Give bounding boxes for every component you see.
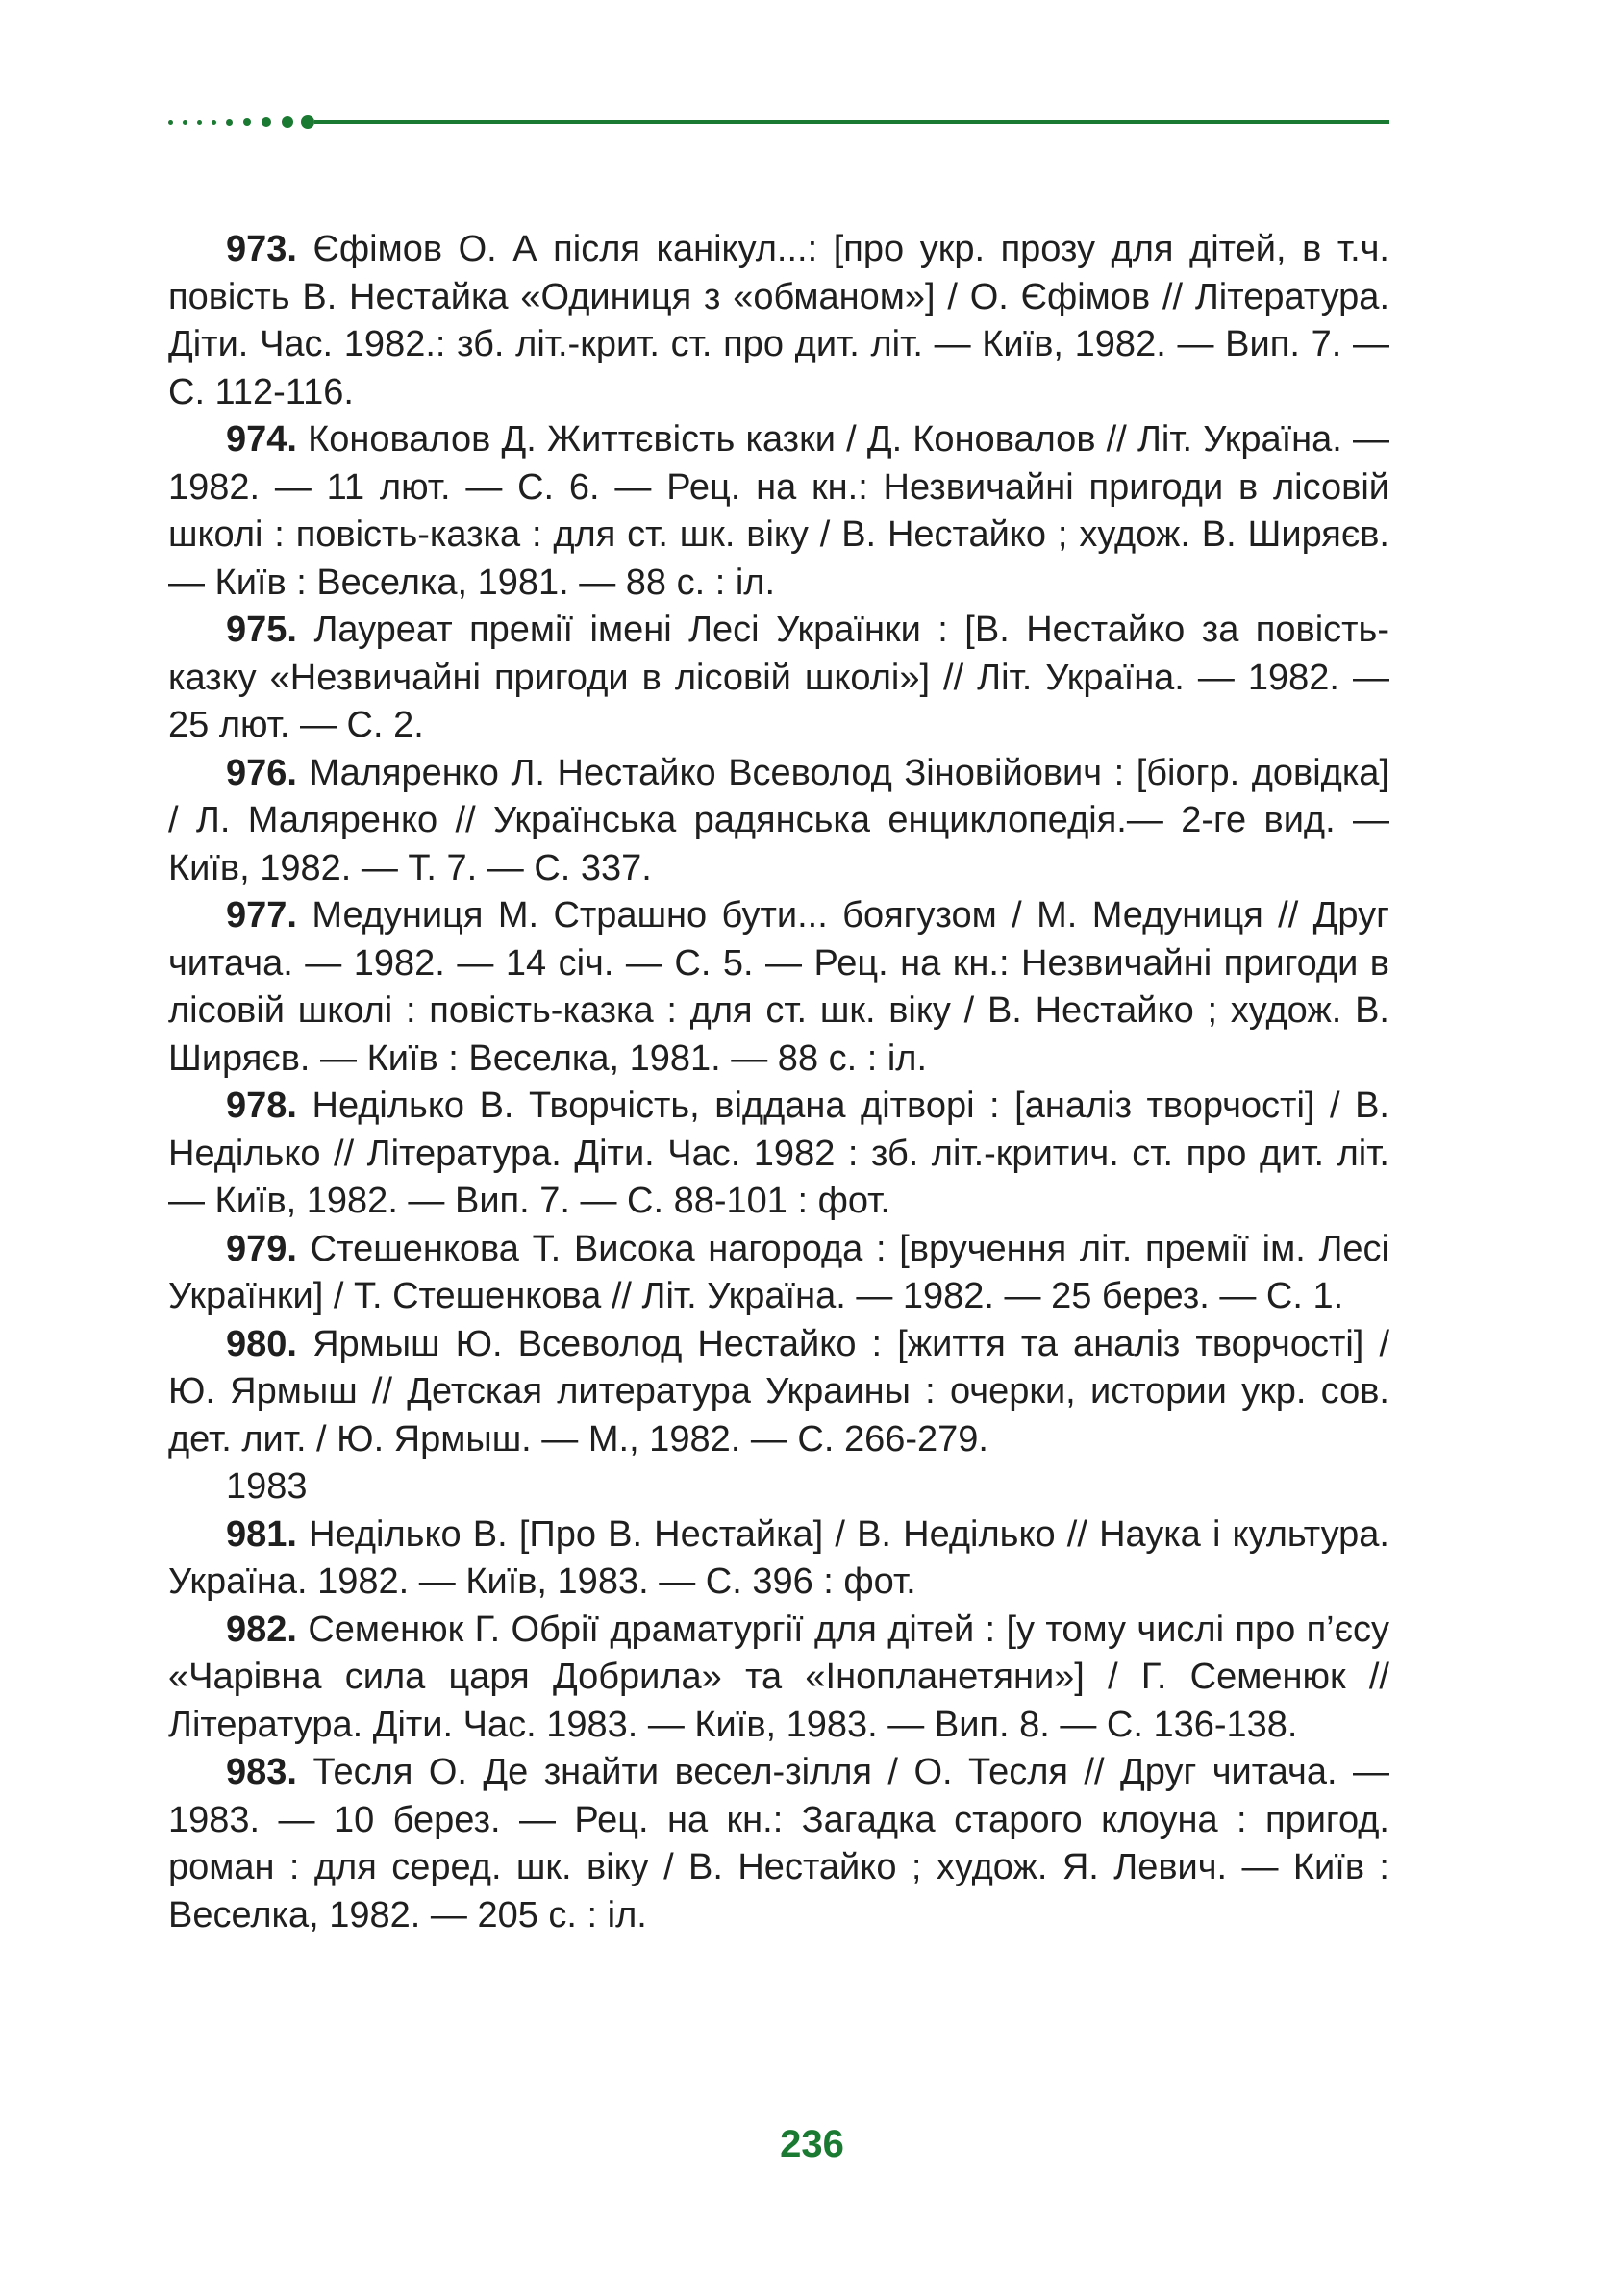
entry-text: Неділько В. Творчість, віддана дітворі : [аналіз творчості] / В. Неділько // Література. Діти. Час. 1982 : зб. літ.-критич. ст. про дит. літ. — Київ, 1982. — Вип. 7. — С. 88-101 : фот. (168, 1086, 1389, 1221)
header-dot (226, 119, 233, 126)
entries-group-1982 (168, 226, 1389, 1463)
year-heading: 1983 (226, 1466, 308, 1507)
entry-number: 982. (226, 1609, 297, 1650)
entry-number: 978. (226, 1086, 297, 1126)
entry-text: Медуниця М. Страшно бути... боягузом / М. Медуниця // Друг читача. — 1982. — 14 січ. — С. 5. — Рец. на кн.: Незвичайні пригоди в лісовій школі : повість-казка : для ст. шк. віку / В. Нестайко ; худож. В. Ширяєв. — Київ : Веселка, 1981. — 88 с. : іл. (168, 895, 1389, 1079)
bibliography-entry (168, 1607, 1389, 1750)
entry-number: 977. (226, 895, 297, 936)
header-dot (282, 116, 293, 128)
entry-number: 975. (226, 610, 297, 650)
header-dot (212, 120, 216, 125)
page-number: 236 (780, 2123, 844, 2165)
bibliography-entry (168, 1511, 1389, 1607)
entry-number: 973. (226, 229, 297, 269)
header-dot (168, 120, 173, 125)
entry-number: 979. (226, 1228, 297, 1269)
entry-number: 976. (226, 752, 297, 793)
entry-text: Семенюк Г. Обрії драматургії для дітей : [у тому числі про п’єсу «Чарівна сила царя Добрила» та «Інопланетяни»] / Г. Семенюк // Література. Діти. Час. 1983. — Київ, 1983. — Вип. 8. — С. 136-138. (168, 1609, 1390, 1745)
bibliography-entry (168, 226, 1389, 416)
bibliography-entry (168, 607, 1389, 750)
bibliography-entry (168, 1083, 1389, 1226)
entries-group-1983 (168, 1511, 1389, 1940)
bibliography-list (168, 226, 1389, 1939)
entry-number: 981. (226, 1513, 297, 1555)
header-dotted-rule (168, 112, 1389, 133)
bibliography-entry (168, 1226, 1389, 1321)
bibliography-entry (168, 1321, 1389, 1464)
entry-text: Лауреат премії імені Лесі Українки : [В. Нестайко за повість-казку «Незвичайні пригоди в лісовій школі»] // Літ. Україна. — 1982. — 25 лют. — С. 2. (168, 610, 1389, 745)
bibliography-entry (168, 1749, 1389, 1939)
header-line (314, 120, 1389, 124)
entry-number: 983. (226, 1752, 297, 1792)
header-dot (262, 117, 271, 127)
header-dot (243, 118, 251, 126)
bibliography-entry (168, 750, 1389, 893)
entry-number: 980. (226, 1323, 297, 1364)
entry-text: Стешенкова Т. Висока нагорода : [вручення літ. премії ім. Лесі Українки] / Т. Стешенкова // Літ. Україна. — 1982. — 25 берез. — С. 1. (168, 1228, 1389, 1316)
header-dot (183, 120, 187, 125)
entry-text: Тесля О. Де знайти весел-зілля / О. Тесля // Друг читача. — 1983. — 10 берез. — Рец. на кн.: Загадка старого клоуна : пригод. роман : для серед. шк. віку / В. Нестайко ; худож. Я. Левич. — Київ : Веселка, 1982. — 205 с. : іл. (168, 1752, 1389, 1935)
entry-number: 974. (226, 419, 297, 460)
entry-text: Коновалов Д. Життєвість казки / Д. Коновалов // Літ. Україна. — 1982. — 11 лют. — С. 6. — Рец. на кн.: Незвичайні пригоди в лісовій школі : повість-казка : для ст. шк. віку / В. Нестайко ; худож. В. Ширяєв. — Київ : Веселка, 1981. — 88 с. : іл. (168, 419, 1389, 603)
entry-text: Маляренко Л. Нестайко Всеволод Зіновійович : [біогр. довідка] / Л. Маляренко // Українська радянська енциклопедія.— 2-ге вид. — Київ, 1982. — Т. 7. — С. 337. (168, 752, 1389, 888)
bibliography-entry (168, 892, 1389, 1083)
header-dot (197, 120, 202, 125)
entry-text: Єфімов О. А після канікул...: [про укр. прозу для дітей, в т.ч. повість В. Нестайка «Одиниця з «обманом»] / О. Єфімов // Література. Діти. Час. 1982.: зб. літ.-крит. ст. про дит. літ. — Київ, 1982. — Вип. 7. — С. 112-116. (168, 229, 1389, 412)
bibliography-entry (168, 416, 1389, 607)
entry-text: Неділько В. [Про В. Нестайка] / В. Неділько // Наука і культура. Україна. 1982. — Київ, 1983. — С. 396 : фот. (168, 1513, 1389, 1602)
entry-text: Ярмыш Ю. Всеволод Нестайко : [життя та аналіз творчості] / Ю. Ярмыш // Детская литература Украины : очерки, истории укр. сов. дет. лит. / Ю. Ярмыш. — М., 1982. — С. 266-279. (168, 1323, 1390, 1460)
header-dot (301, 115, 314, 129)
